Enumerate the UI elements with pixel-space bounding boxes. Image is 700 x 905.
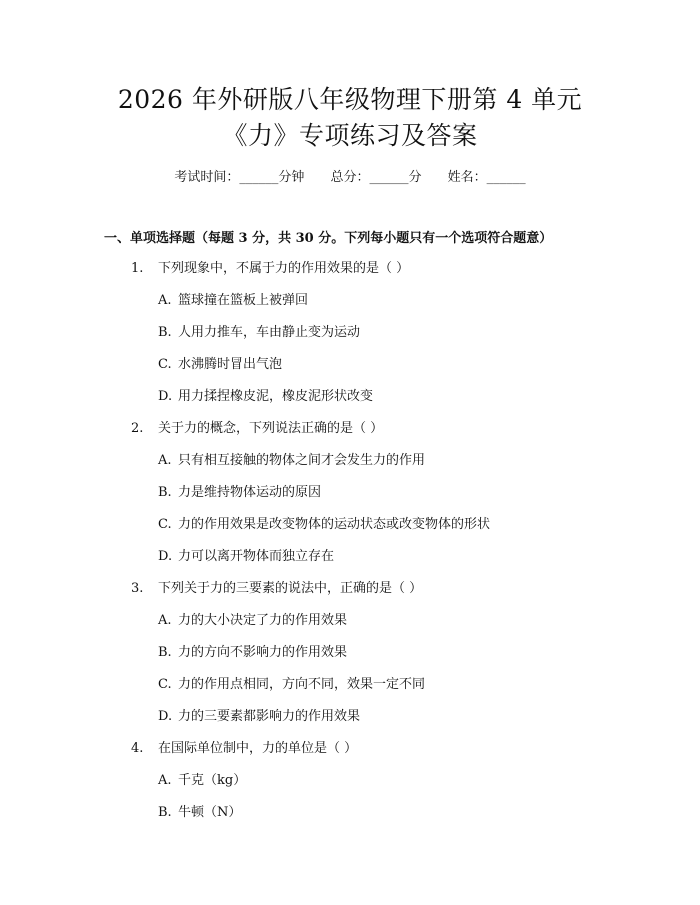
option-text: 力可以离开物体而独立存在 [178, 549, 335, 564]
option-text: 力的方向不影响力的作用效果 [178, 645, 348, 660]
question-1 [131, 259, 409, 279]
option-text: 力的三要素都影响力的作用效果 [178, 709, 361, 724]
option-letter: A. [158, 453, 172, 468]
question-1-option-d [158, 387, 373, 407]
question-3-option-c [158, 675, 425, 695]
option-letter: D. [158, 549, 173, 564]
exam-info [0, 168, 700, 188]
question-1-option-c [158, 355, 282, 375]
document-title-line-1: 2026 年外研版八年级物理下册第 4 单元 [117, 85, 583, 114]
question-text: 下列现象中，不属于力的作用效果的是（ ） [158, 261, 410, 276]
option-letter: D. [158, 709, 173, 724]
option-text: 千克（kg） [178, 773, 247, 788]
question-number: 1. [131, 261, 144, 276]
question-1-option-a [158, 291, 308, 311]
option-letter: A. [158, 613, 172, 628]
section-heading: 一、单项选择题（每题 3 分，共 30 分。下列每小题只有一个选项符合题意） [104, 231, 553, 246]
option-text: 水沸腾时冒出气泡 [178, 357, 283, 372]
question-text: 关于力的概念，下列说法正确的是（ ） [158, 421, 384, 436]
option-text: 力的大小决定了力的作用效果 [178, 613, 348, 628]
option-letter: C. [158, 517, 172, 532]
option-text: 只有相互接触的物体之间才会发生力的作用 [178, 453, 426, 468]
option-letter: B. [158, 805, 172, 820]
question-2-option-d [158, 547, 334, 567]
question-number: 2. [131, 421, 144, 436]
option-text: 牛顿（N） [178, 805, 242, 820]
question-3-option-a [158, 611, 347, 631]
question-2-option-b [158, 483, 321, 503]
question-2-option-a [158, 451, 425, 471]
option-letter: B. [158, 325, 172, 340]
question-1-option-b [158, 323, 360, 343]
option-letter: B. [158, 645, 172, 660]
exam-total-score: 总分：______分 [330, 170, 422, 185]
question-3-option-b [158, 643, 347, 663]
option-text: 力的作用效果是改变物体的运动状态或改变物体的形状 [178, 517, 491, 532]
option-letter: A. [158, 293, 172, 308]
exam-time: 考试时间：______分钟 [174, 170, 305, 185]
question-text: 下列关于力的三要素的说法中，正确的是（ ） [158, 581, 423, 596]
option-text: 用力揉捏橡皮泥，橡皮泥形状改变 [178, 389, 374, 404]
option-letter: C. [158, 677, 172, 692]
option-text: 力是维持物体运动的原因 [178, 485, 322, 500]
option-letter: D. [158, 389, 173, 404]
question-4-option-a [158, 771, 246, 791]
option-text: 力的作用点相同，方向不同，效果一定不同 [178, 677, 426, 692]
question-3-option-d [158, 707, 360, 727]
question-2-option-c [158, 515, 490, 535]
question-3 [131, 579, 422, 599]
student-name: 姓名：______ [447, 170, 526, 185]
question-2 [131, 419, 383, 439]
question-text: 在国际单位制中，力的单位是（ ） [158, 741, 358, 756]
question-4 [131, 739, 357, 759]
option-text: 人用力推车，车由静止变为运动 [178, 325, 361, 340]
option-text: 篮球撞在篮板上被弹回 [178, 293, 309, 308]
document-title-line-2: 《力》专项练习及答案 [222, 121, 478, 150]
option-letter: B. [158, 485, 172, 500]
question-number: 3. [131, 581, 144, 596]
question-4-option-b [158, 803, 241, 823]
option-letter: A. [158, 773, 172, 788]
option-letter: C. [158, 357, 172, 372]
question-number: 4. [131, 741, 144, 756]
